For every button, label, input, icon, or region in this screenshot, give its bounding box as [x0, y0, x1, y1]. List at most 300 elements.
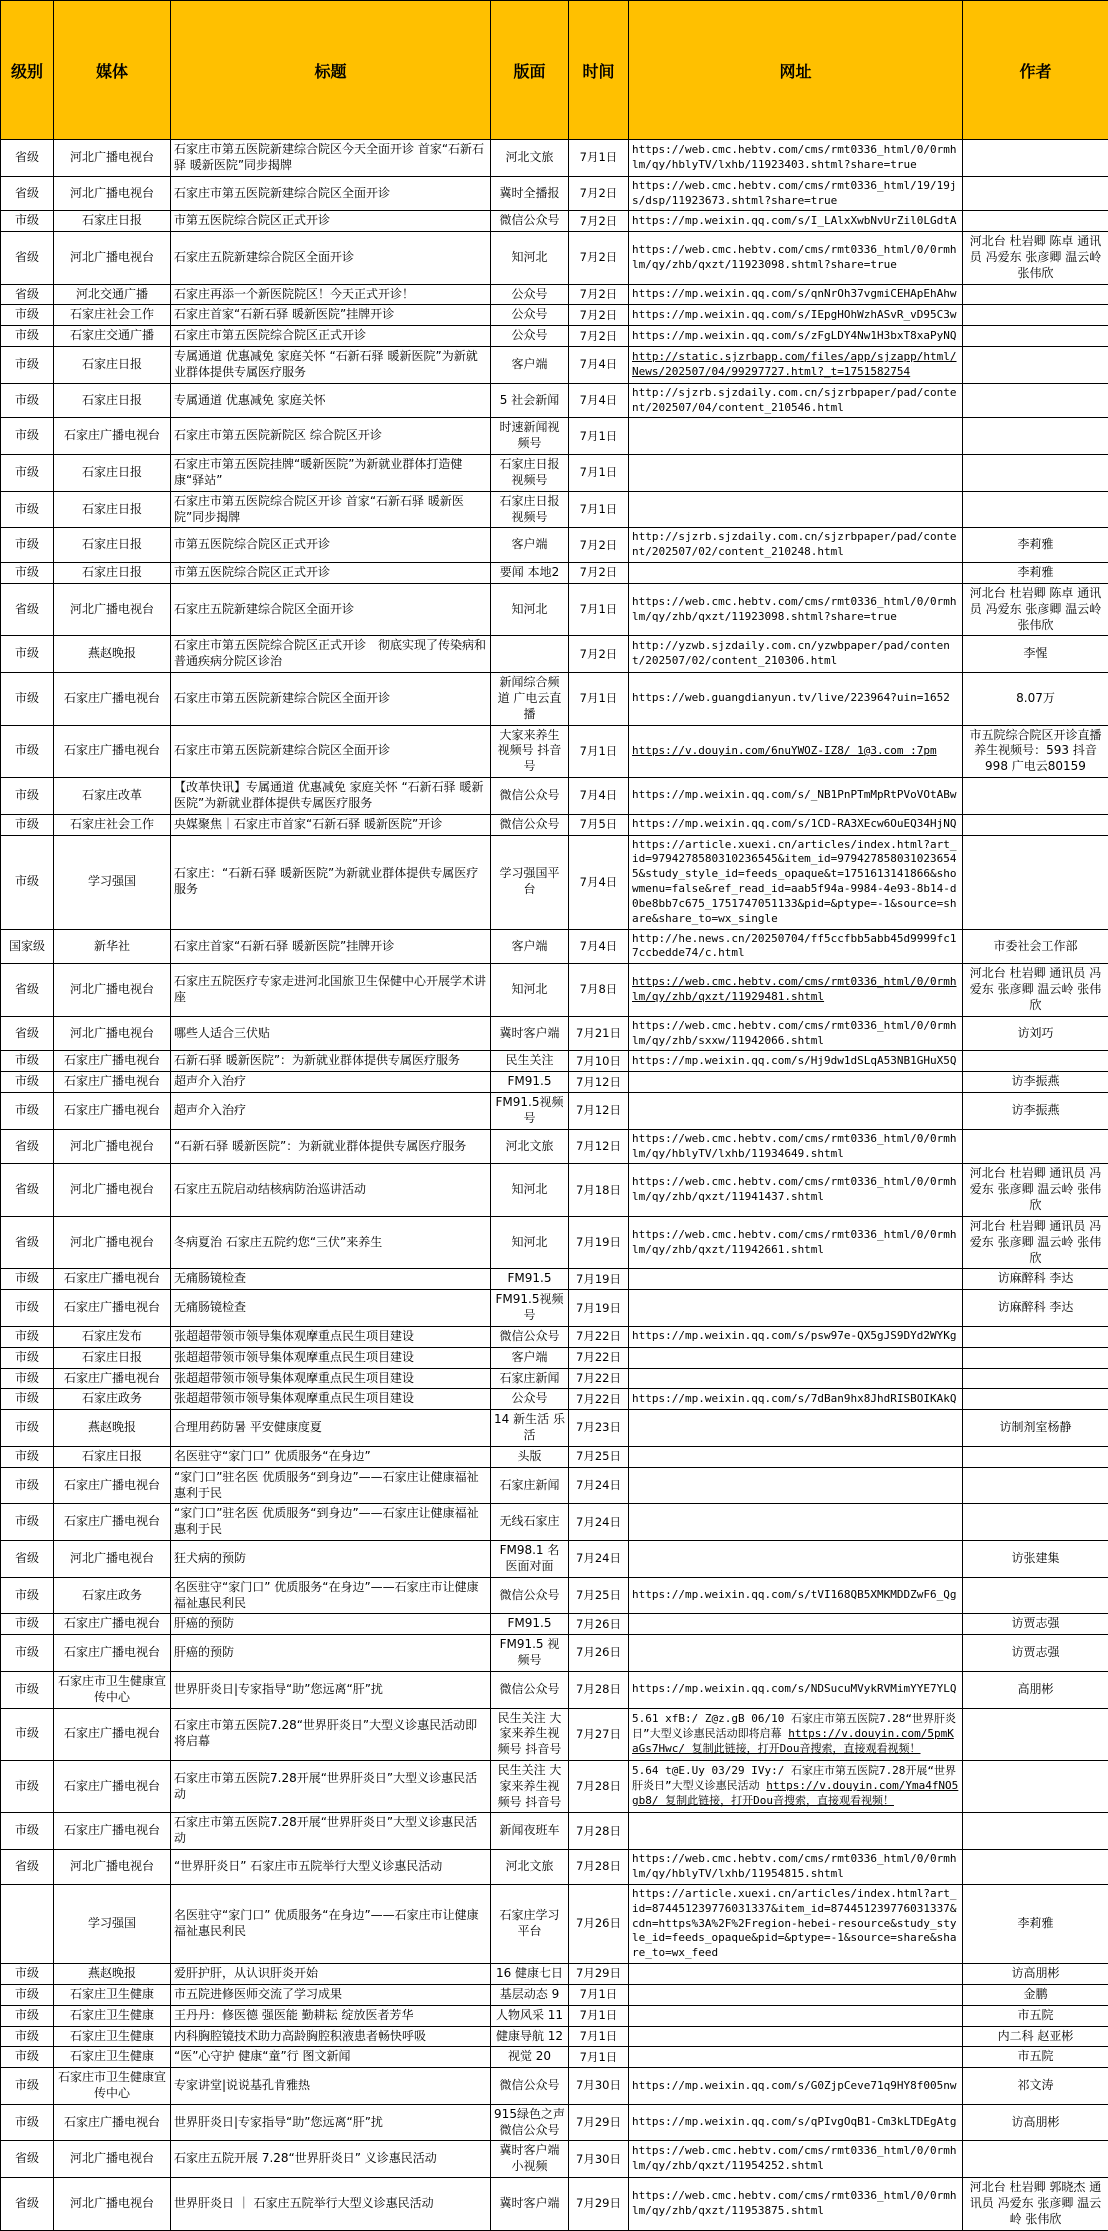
- cell-section: 石家庄学习平台: [491, 1884, 569, 1963]
- cell-url: [629, 418, 963, 455]
- url-text[interactable]: http://he.news.cn/20250704/ff5ccfbb5abb45d9999fc17ccbedde74/c.html: [632, 932, 957, 960]
- cell-media: 石家庄卫生健康: [54, 1984, 171, 2005]
- cell-media: 石家庄交通广播: [54, 326, 171, 347]
- cell-section: 河北文旅: [491, 1850, 569, 1885]
- cell-date: 7月8日: [569, 964, 629, 1016]
- table-row: [1, 1410, 1108, 1447]
- cell-date: 7月1日: [569, 725, 629, 777]
- cell-author: [963, 211, 1108, 232]
- url-text[interactable]: https://mp.weixin.qq.com/s/7dBan9hx8JhdRISBOIKAkQ: [632, 1392, 957, 1405]
- cell-section: 微信公众号: [491, 814, 569, 835]
- url-link-underlined[interactable]: https://v.douyin.com/6nuYWOZ-IZ8/ 1@3.com :7pm: [632, 744, 937, 757]
- url-text[interactable]: https://web.cmc.hebtv.com/cms/rmt0336_html/0/0rmhlm/qy/zhb/qxzt/11941437.shtml: [632, 1175, 957, 1203]
- cell-title: 张超超带领市领导集体观摩重点民生项目建设: [171, 1368, 491, 1389]
- cell-date: 7月2日: [569, 232, 629, 284]
- table-row: [1, 528, 1108, 563]
- cell-url[interactable]: [629, 814, 963, 835]
- table-row: [1, 305, 1108, 326]
- cell-media: 石家庄卫生健康: [54, 2047, 171, 2068]
- cell-title: “医”心守护 健康“童”行 图文新闻: [171, 2047, 491, 2068]
- table-row: [1, 1813, 1108, 1850]
- cell-title: 名医驻守“家门口” 优质服务“在身边”——石家庄市让健康福祉惠民利民: [171, 1884, 491, 1963]
- cell-title: 超声介入治疗: [171, 1093, 491, 1130]
- table-row: [1, 725, 1108, 777]
- cell-author: [963, 1708, 1108, 1760]
- cell-level: 市级: [1, 1708, 54, 1760]
- table-row: [1, 964, 1108, 1016]
- cell-section: 基层动态 9: [491, 1984, 569, 2005]
- url-text[interactable]: https://web.cmc.hebtv.com/cms/rmt0336_html/0/0rmhlm/qy/zhb/qxzt/11953875.shtml: [632, 2189, 957, 2217]
- table-row: [1, 2005, 1108, 2026]
- cell-author: [963, 491, 1108, 528]
- cell-author: 访高朋彬: [963, 2104, 1108, 2141]
- cell-media: 石家庄广播电视台: [54, 2104, 171, 2141]
- cell-url[interactable]: [629, 1884, 963, 1963]
- cell-section: 知河北: [491, 1164, 569, 1216]
- cell-url[interactable]: [629, 2104, 963, 2141]
- cell-title: “家门口”驻名医 优质服务“到身边”——石家庄让健康福祉惠利于民: [171, 1467, 491, 1504]
- cell-section: FM91.5视频号: [491, 1093, 569, 1130]
- cell-date: 7月12日: [569, 1129, 629, 1164]
- cell-url[interactable]: [629, 305, 963, 326]
- table-row: [1, 1577, 1108, 1614]
- cell-url[interactable]: [629, 929, 963, 964]
- cell-date: 7月27日: [569, 1708, 629, 1760]
- cell-level: 市级: [1, 1389, 54, 1410]
- cell-author: [963, 1347, 1108, 1368]
- cell-title: 石家庄市第五医院新建综合院区全面开诊: [171, 673, 491, 725]
- cell-section: 客户端: [491, 1347, 569, 1368]
- table-row: [1, 1093, 1108, 1130]
- cell-media: 石家庄广播电视台: [54, 1614, 171, 1635]
- cell-date: 7月22日: [569, 1347, 629, 1368]
- cell-url[interactable]: [629, 176, 963, 211]
- cell-level: 市级: [1, 418, 54, 455]
- column-header-date: 时间: [569, 1, 629, 140]
- cell-url[interactable]: [629, 2068, 963, 2105]
- cell-date: 7月1日: [569, 140, 629, 177]
- cell-url[interactable]: [629, 2178, 963, 2230]
- cell-level: 市级: [1, 1635, 54, 1672]
- cell-level: 市级: [1, 1813, 54, 1850]
- cell-url[interactable]: [629, 1016, 963, 1051]
- cell-url[interactable]: [629, 326, 963, 347]
- url-text[interactable]: https://web.cmc.hebtv.com/cms/rmt0336_html/0/0rmhlm/qy/zhb/qxzt/11954252.shtml: [632, 2144, 957, 2172]
- column-header-media: 媒体: [54, 1, 171, 140]
- cell-media: 石家庄政务: [54, 1577, 171, 1614]
- cell-media: 河北广播电视台: [54, 176, 171, 211]
- cell-date: 7月1日: [569, 673, 629, 725]
- cell-author: [963, 814, 1108, 835]
- cell-media: 石家庄卫生健康: [54, 2005, 171, 2026]
- cell-media: 河北广播电视台: [54, 2178, 171, 2230]
- url-text[interactable]: https://mp.weixin.qq.com/s/_NB1PnPTmMpRtPVoVOtABw: [632, 788, 957, 801]
- cell-url: [629, 1290, 963, 1327]
- cell-media: 学习强国: [54, 835, 171, 929]
- cell-level: [1, 1884, 54, 1963]
- cell-url: [629, 1964, 963, 1985]
- cell-section: FM91.5视频号: [491, 1290, 569, 1327]
- url-text[interactable]: https://web.cmc.hebtv.com/cms/rmt0336_html/0/0rmhlm/qy/hblyTV/lxhb/11934649.shtml: [632, 1132, 957, 1160]
- url-text: 5.61 xfB:/ Z@z.gB 06/10 石家庄市第五医院7.28“世界肝炎日”大型义诊惠民活动即将启幕: [632, 1712, 956, 1740]
- cell-url[interactable]: [629, 528, 963, 563]
- url-text[interactable]: https://mp.weixin.qq.com/s/Hj9dw1dSLqA53NB1GHuX5Q: [632, 1054, 957, 1067]
- table-row: [1, 1964, 1108, 1985]
- url-text[interactable]: https://web.cmc.hebtv.com/cms/rmt0336_html/0/0rmhlm/qy/hblyTV/lxhb/11923403.shtml?share=true: [632, 143, 957, 171]
- cell-title: 张超超带领市领导集体观摩重点民生项目建设: [171, 1326, 491, 1347]
- cell-date: 7月26日: [569, 1635, 629, 1672]
- table-row: [1, 583, 1108, 635]
- cell-url[interactable]: [629, 725, 963, 777]
- table-row: [1, 284, 1108, 305]
- cell-section: 冀时客户端: [491, 2178, 569, 2230]
- table-row: [1, 347, 1108, 384]
- cell-level: 市级: [1, 673, 54, 725]
- cell-level: 市级: [1, 347, 54, 384]
- cell-title: 张超超带领市领导集体观摩重点民生项目建设: [171, 1347, 491, 1368]
- cell-title: 石家庄市第五医院新建综合院区全面开诊: [171, 725, 491, 777]
- cell-author: 河北台 杜岩卿 通讯员 冯爱东 张彦卿 温云岭 张伟欣: [963, 1164, 1108, 1216]
- table-row: [1, 418, 1108, 455]
- cell-url[interactable]: [629, 383, 963, 418]
- cell-author: [963, 1504, 1108, 1541]
- cell-media: 燕赵晚报: [54, 1964, 171, 1985]
- table-row: [1, 673, 1108, 725]
- url-text[interactable]: https://mp.weixin.qq.com/s/NDSucuMVykRVMimYYE7YLQ: [632, 1682, 957, 1695]
- cell-section: FM91.5: [491, 1072, 569, 1093]
- cell-media: 石家庄日报: [54, 347, 171, 384]
- url-text[interactable]: https://web.guangdianyun.tv/live/223964?uin=1652: [632, 691, 950, 704]
- cell-date: 7月29日: [569, 2104, 629, 2141]
- cell-url[interactable]: [629, 835, 963, 929]
- cell-url[interactable]: [629, 1164, 963, 1216]
- cell-url[interactable]: [629, 347, 963, 384]
- url-text[interactable]: https://mp.weixin.qq.com/s/tVI168QB5XMKMDDZwF6_Qg: [632, 1588, 957, 1601]
- cell-title: 石家庄首家“石新石驿 暖新医院”挂牌开诊: [171, 305, 491, 326]
- cell-media: 石家庄广播电视台: [54, 1269, 171, 1290]
- url-text[interactable]: https://article.xuexi.cn/articles/index.html?art_id=874451239776031337&item_id=874451239776031337&cdn=https%3A%2F%2Fregion-hebei-resource&study_style_id=feeds_opaque&pid=&ptype=-1&source=share&share_to=wx_feed: [632, 1887, 957, 1959]
- cell-date: 7月23日: [569, 1410, 629, 1447]
- cell-level: 市级: [1, 211, 54, 232]
- cell-url: [629, 1541, 963, 1578]
- url-text[interactable]: https://mp.weixin.qq.com/s/1CD-RA3XEcw6OuEQ34HjNQ: [632, 817, 957, 830]
- cell-section: FM91.5: [491, 1614, 569, 1635]
- cell-author: [963, 778, 1108, 815]
- url-text[interactable]: https://mp.weixin.qq.com/s/zFgLDY4Nw1H3bxT8xaPyNQ: [632, 329, 957, 342]
- table-row: [1, 1614, 1108, 1635]
- cell-date: 7月30日: [569, 2068, 629, 2105]
- cell-media: 石家庄广播电视台: [54, 1504, 171, 1541]
- url-link-underlined[interactable]: http://static.sjzrbapp.com/files/app/sjzapp/html/News/202507/04/99297727.html?_t=1751582754: [632, 350, 957, 378]
- cell-level: 市级: [1, 563, 54, 584]
- cell-url[interactable]: [629, 1760, 963, 1812]
- cell-section: 微信公众号: [491, 1326, 569, 1347]
- cell-url[interactable]: [629, 211, 963, 232]
- cell-section: 河北文旅: [491, 140, 569, 177]
- table-row: [1, 1016, 1108, 1051]
- cell-section: 冀时客户端 小视频: [491, 2141, 569, 2178]
- cell-date: 7月1日: [569, 418, 629, 455]
- cell-date: 7月29日: [569, 1964, 629, 1985]
- url-text: 5.64 t@E.Uy 03/29 IVy:/ 石家庄市第五医院7.28开展“世界肝炎日”大型义诊惠民活动: [632, 1764, 956, 1792]
- cell-url[interactable]: [629, 1671, 963, 1708]
- cell-url: [629, 455, 963, 492]
- url-text[interactable]: https://mp.weixin.qq.com/s/qnNrOh37vgmiCEHApEhAhw: [632, 287, 957, 300]
- url-link-underlined[interactable]: https://v.douyin.com/5pmKaGs7Hwc/ 复制此链接，打开Dou音搜索，直接观看视频！: [632, 1727, 954, 1755]
- cell-media: 河北广播电视台: [54, 964, 171, 1016]
- url-text[interactable]: https://mp.weixin.qq.com/s/IEpgHOhWzhASvR_vD95C3w: [632, 308, 957, 321]
- cell-url[interactable]: [629, 636, 963, 673]
- url-link-underlined[interactable]: https://web.cmc.hebtv.com/cms/rmt0336_html/0/0rmhlm/qy/zhb/qxzt/11929481.shtml: [632, 975, 957, 1003]
- cell-section: 时速新闻视频号: [491, 418, 569, 455]
- cell-date: 7月28日: [569, 1813, 629, 1850]
- cell-title: 石家庄市第五医院挂牌“暖新医院”为新就业群体打造健康“驿站”: [171, 455, 491, 492]
- cell-level: 市级: [1, 1467, 54, 1504]
- cell-section: 学习强国平台: [491, 835, 569, 929]
- cell-level: 市级: [1, 455, 54, 492]
- cell-section: 健康导航 12: [491, 2026, 569, 2047]
- cell-title: 石家庄市第五医院新建综合院区今天全面开诊 首家“石新石驿 暖新医院”同步揭牌: [171, 140, 491, 177]
- cell-url[interactable]: [629, 284, 963, 305]
- cell-media: 石家庄市卫生健康宣传中心: [54, 1671, 171, 1708]
- cell-url[interactable]: [629, 673, 963, 725]
- cell-url[interactable]: [629, 778, 963, 815]
- cell-url[interactable]: [629, 2141, 963, 2178]
- cell-author: 市五院综合院区开诊直播 养生视频号：593 抖音998 广电云80159: [963, 725, 1108, 777]
- cell-level: 省级: [1, 284, 54, 305]
- cell-media: 石家庄广播电视台: [54, 418, 171, 455]
- cell-title: 肝癌的预防: [171, 1614, 491, 1635]
- cell-url: [629, 1269, 963, 1290]
- url-text[interactable]: https://web.cmc.hebtv.com/cms/rmt0336_html/0/0rmhlm/qy/zhb/qxzt/11923098.shtml?share=true: [632, 595, 957, 623]
- cell-author: [963, 1326, 1108, 1347]
- cell-section: 16 健康七日: [491, 1964, 569, 1985]
- cell-author: [963, 305, 1108, 326]
- cell-date: 7月4日: [569, 778, 629, 815]
- cell-title: 肝癌的预防: [171, 1635, 491, 1672]
- cell-media: 石家庄广播电视台: [54, 1813, 171, 1850]
- table-row: [1, 1850, 1108, 1885]
- url-text[interactable]: http://sjzrb.sjzdaily.com.cn/sjzrbpaper/pad/content/202507/02/content_210248.html: [632, 530, 957, 558]
- cell-section: 14 新生活 乐活: [491, 1410, 569, 1447]
- table-row: [1, 1389, 1108, 1410]
- cell-url[interactable]: [629, 1051, 963, 1072]
- cell-author: [963, 1389, 1108, 1410]
- cell-media: 石家庄广播电视台: [54, 1072, 171, 1093]
- cell-url[interactable]: [629, 1326, 963, 1347]
- cell-url[interactable]: [629, 1216, 963, 1268]
- cell-author: 访贾志强: [963, 1614, 1108, 1635]
- cell-media: 石家庄广播电视台: [54, 1290, 171, 1327]
- cell-section: 冀时客户端: [491, 1016, 569, 1051]
- cell-url[interactable]: [629, 964, 963, 1016]
- table-row: [1, 326, 1108, 347]
- cell-section: FM91.5: [491, 1269, 569, 1290]
- table-row: [1, 455, 1108, 492]
- cell-date: 7月28日: [569, 1671, 629, 1708]
- cell-url: [629, 1635, 963, 1672]
- cell-title: 石家庄市第五医院7.28开展“世界肝炎日”大型义诊惠民活动: [171, 1813, 491, 1850]
- cell-title: 张超超带领市领导集体观摩重点民生项目建设: [171, 1389, 491, 1410]
- cell-date: 7月2日: [569, 176, 629, 211]
- url-text[interactable]: https://web.cmc.hebtv.com/cms/rmt0336_html/0/0rmhlm/qy/zhb/qxzt/11942661.shtml: [632, 1228, 957, 1256]
- cell-url[interactable]: [629, 1577, 963, 1614]
- cell-title: 市第五医院综合院区正式开诊: [171, 563, 491, 584]
- url-text[interactable]: https://web.cmc.hebtv.com/cms/rmt0336_html/0/0rmhlm/qy/zhb/sxxw/11942066.shtml: [632, 1019, 957, 1047]
- table-header: [1, 1, 1108, 140]
- cell-date: 7月10日: [569, 1051, 629, 1072]
- cell-url[interactable]: [629, 1129, 963, 1164]
- url-text[interactable]: https://web.cmc.hebtv.com/cms/rmt0336_html/0/0rmhlm/qy/zhb/qxzt/11923098.shtml?share=true: [632, 243, 957, 271]
- cell-level: 省级: [1, 2178, 54, 2230]
- url-text[interactable]: https://mp.weixin.qq.com/s/psw97e-QX5gJS9DYd2WYKg: [632, 1329, 957, 1342]
- cell-url[interactable]: [629, 1389, 963, 1410]
- table-row: [1, 1635, 1108, 1672]
- cell-media: 河北广播电视台: [54, 2141, 171, 2178]
- table-row: [1, 232, 1108, 284]
- cell-title: 无痛肠镜检查: [171, 1269, 491, 1290]
- cell-media: 燕赵晚报: [54, 1410, 171, 1447]
- cell-level: 省级: [1, 2141, 54, 2178]
- cell-level: 省级: [1, 1129, 54, 1164]
- cell-section: 微信公众号: [491, 2068, 569, 2105]
- cell-level: 市级: [1, 305, 54, 326]
- url-text[interactable]: https://mp.weixin.qq.com/s/I_LAlxXwbNvUrZil0LGdtA: [632, 214, 957, 227]
- cell-section: 知河北: [491, 964, 569, 1016]
- table-row: [1, 1708, 1108, 1760]
- cell-author: [963, 1446, 1108, 1467]
- cell-date: 7月2日: [569, 284, 629, 305]
- cell-url[interactable]: [629, 232, 963, 284]
- cell-media: 石家庄广播电视台: [54, 1635, 171, 1672]
- cell-author: 高朋彬: [963, 1671, 1108, 1708]
- cell-date: 7月2日: [569, 563, 629, 584]
- url-link-underlined[interactable]: https://v.douyin.com/Yma4fNO5gb8/ 复制此链接，打开Dou音搜索，直接观看视频！: [632, 1779, 958, 1807]
- cell-level: 市级: [1, 778, 54, 815]
- cell-date: 7月2日: [569, 528, 629, 563]
- table-row: [1, 140, 1108, 177]
- cell-level: 市级: [1, 1347, 54, 1368]
- url-text[interactable]: https://article.xuexi.cn/articles/index.html?art_id=9794278580310236545&item_id=9794278580310236545&study_style_id=feeds_opaque&t=1751613141866&showmenu=false&ref_read_id=aab5f94a-9984-4e93-8b14-d0be8bb7c675_1751747051133&pid=&ptype=-1&source=share&share_to=wx_single: [632, 838, 957, 925]
- cell-author: 市委社会工作部: [963, 929, 1108, 964]
- cell-author: [963, 1577, 1108, 1614]
- cell-date: 7月24日: [569, 1541, 629, 1578]
- cell-media: 石家庄广播电视台: [54, 1093, 171, 1130]
- cell-media: 石家庄市卫生健康宣传中心: [54, 2068, 171, 2105]
- cell-title: “世界肝炎日” 石家庄市五院举行大型义诊惠民活动: [171, 1850, 491, 1885]
- cell-level: 市级: [1, 1290, 54, 1327]
- cell-media: 河北广播电视台: [54, 583, 171, 635]
- cell-date: 7月12日: [569, 1093, 629, 1130]
- cell-section: 微信公众号: [491, 211, 569, 232]
- cell-title: 石家庄五院启动结核病防治巡讲活动: [171, 1164, 491, 1216]
- cell-section: 新闻综合频道 广电云直播: [491, 673, 569, 725]
- table-row: [1, 1467, 1108, 1504]
- cell-author: 访高朋彬: [963, 1964, 1108, 1985]
- table-row: [1, 491, 1108, 528]
- cell-media: 石家庄广播电视台: [54, 673, 171, 725]
- cell-title: 名医驻守“家门口” 优质服务“在身边”: [171, 1446, 491, 1467]
- url-text[interactable]: http://sjzrb.sjzdaily.com.cn/sjzrbpaper/pad/content/202507/04/content_210546.html: [632, 386, 957, 414]
- cell-level: 省级: [1, 964, 54, 1016]
- cell-author: [963, 1850, 1108, 1885]
- cell-section: 石家庄新闻: [491, 1368, 569, 1389]
- cell-media: 河北广播电视台: [54, 232, 171, 284]
- cell-date: 7月1日: [569, 491, 629, 528]
- cell-date: 7月1日: [569, 1984, 629, 2005]
- cell-author: 河北台 杜岩卿 郭晓杰 通讯员 冯爱东 张彦卿 温云岭 张伟欣: [963, 2178, 1108, 2230]
- cell-url[interactable]: [629, 1850, 963, 1885]
- cell-author: [963, 835, 1108, 929]
- table-row: [1, 1326, 1108, 1347]
- cell-url[interactable]: [629, 140, 963, 177]
- cell-url[interactable]: [629, 1708, 963, 1760]
- cell-url: [629, 563, 963, 584]
- cell-level: 市级: [1, 383, 54, 418]
- cell-title: 石家庄市第五医院新院区 综合院区开诊: [171, 418, 491, 455]
- cell-title: 石家庄首家“石新石驿 暖新医院”挂牌开诊: [171, 929, 491, 964]
- cell-date: 7月24日: [569, 1504, 629, 1541]
- url-text[interactable]: https://mp.weixin.qq.com/s/qPIvgOqB1-Cm3kLTDEgAtg: [632, 2115, 957, 2128]
- cell-author: 李莉雅: [963, 563, 1108, 584]
- cell-title: 市第五医院综合院区正式开诊: [171, 211, 491, 232]
- cell-title: 【改革快讯】专属通道 优惠减免 家庭关怀 “石新石驿 暖新医院”为新就业群体提供专属医疗服务: [171, 778, 491, 815]
- cell-level: 市级: [1, 725, 54, 777]
- url-text[interactable]: https://web.cmc.hebtv.com/cms/rmt0336_html/19/19js/dsp/11923673.shtml?share=true: [632, 179, 957, 207]
- cell-date: 7月25日: [569, 1577, 629, 1614]
- cell-level: 市级: [1, 1760, 54, 1812]
- cell-section: 冀时全播报: [491, 176, 569, 211]
- cell-media: 河北广播电视台: [54, 1850, 171, 1885]
- table-row: [1, 383, 1108, 418]
- cell-media: 石家庄广播电视台: [54, 1467, 171, 1504]
- table-row: [1, 1051, 1108, 1072]
- table-row: [1, 1347, 1108, 1368]
- cell-section: 民生关注 大家来养生视频号 抖音号: [491, 1708, 569, 1760]
- cell-level: 市级: [1, 1984, 54, 2005]
- cell-author: 访李振燕: [963, 1072, 1108, 1093]
- cell-level: 市级: [1, 1577, 54, 1614]
- cell-level: 市级: [1, 1964, 54, 1985]
- cell-media: 石家庄广播电视台: [54, 1760, 171, 1812]
- cell-title: 石家庄五院新建综合院区全面开诊: [171, 583, 491, 635]
- cell-section: 微信公众号: [491, 778, 569, 815]
- url-text[interactable]: https://web.cmc.hebtv.com/cms/rmt0336_html/0/0rmhlm/qy/hblyTV/lxhb/11954815.shtml: [632, 1852, 957, 1880]
- url-text[interactable]: http://yzwb.sjzdaily.com.cn/yzwbpaper/pad/content/202507/02/content_210306.html: [632, 639, 950, 667]
- table-row: [1, 2178, 1108, 2230]
- url-text[interactable]: https://mp.weixin.qq.com/s/G0ZjpCeve71q9HY8f005nw: [632, 2079, 957, 2092]
- cell-author: [963, 1129, 1108, 1164]
- cell-section: 微信公众号: [491, 1577, 569, 1614]
- cell-url[interactable]: [629, 583, 963, 635]
- cell-author: 访麻醉科 李达: [963, 1290, 1108, 1327]
- cell-level: 市级: [1, 1446, 54, 1467]
- table-row: [1, 1368, 1108, 1389]
- cell-author: 访制剂室杨静: [963, 1410, 1108, 1447]
- cell-date: 7月22日: [569, 1389, 629, 1410]
- cell-title: “石新石驿 暖新医院”：为新就业群体提供专属医疗服务: [171, 1129, 491, 1164]
- cell-media: 石家庄日报: [54, 211, 171, 232]
- table-row: [1, 1504, 1108, 1541]
- cell-author: 河北台 杜岩卿 陈卓 通讯员 冯爱东 张彦卿 温云岭 张伟欣: [963, 232, 1108, 284]
- table-row: [1, 2141, 1108, 2178]
- cell-date: 7月1日: [569, 455, 629, 492]
- cell-level: 市级: [1, 528, 54, 563]
- cell-media: 学习强国: [54, 1884, 171, 1963]
- cell-author: 访李振燕: [963, 1093, 1108, 1130]
- cell-date: 7月2日: [569, 636, 629, 673]
- cell-author: 河北台 杜岩卿 陈卓 通讯员 冯爱东 张彦卿 温云岭 张伟欣: [963, 583, 1108, 635]
